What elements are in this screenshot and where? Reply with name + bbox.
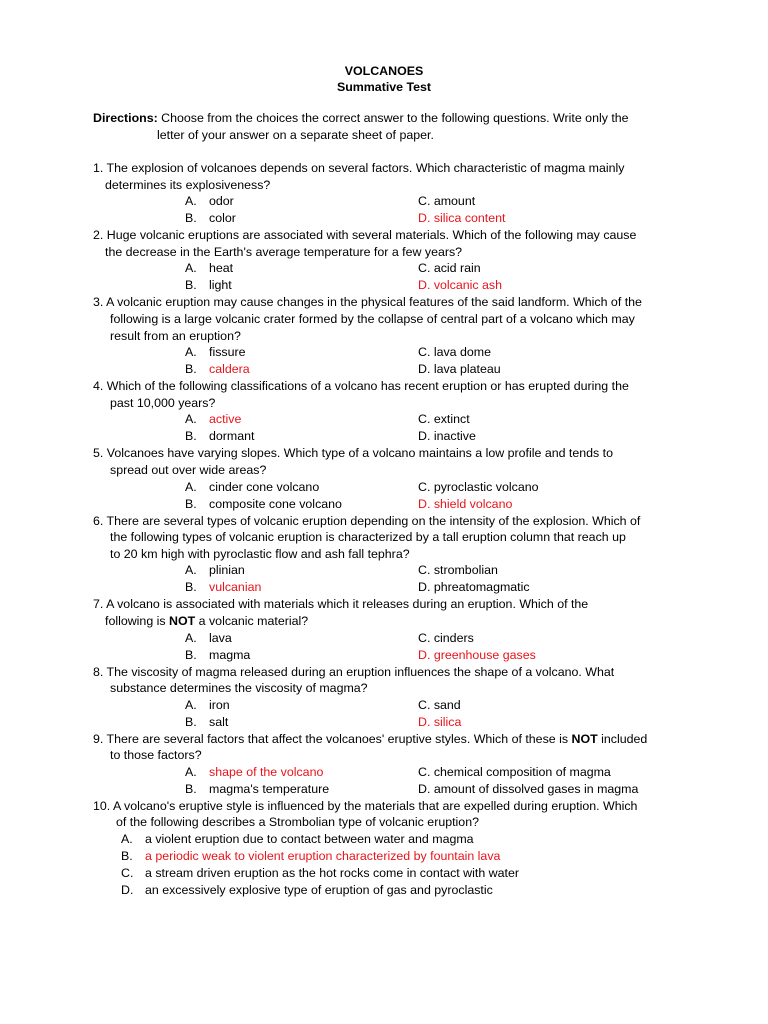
choice-c: C. chemical composition of magma — [418, 764, 611, 779]
choice-d-answer: D. silica content — [418, 211, 506, 226]
directions — [93, 110, 693, 143]
choice-c: C. a stream driven eruption as the hot rocks come in contact with water — [121, 866, 519, 881]
question-2 — [93, 227, 713, 294]
choices — [93, 260, 713, 294]
choices — [93, 831, 713, 899]
choices — [93, 697, 713, 731]
choice-a: A. iron — [185, 697, 230, 712]
choice-c: C. sand — [418, 697, 461, 712]
question-5 — [93, 445, 713, 512]
question-7 — [93, 596, 713, 663]
choices — [93, 562, 713, 596]
choice-c: C. cinders — [418, 630, 474, 645]
question-1 — [93, 160, 713, 227]
directions-text-1: Choose from the choices the correct answer to the following questions. Write only the — [157, 111, 629, 125]
choice-c: C. strombolian — [418, 563, 498, 578]
question-10 — [93, 798, 713, 899]
choice-d: D. amount of dissolved gases in magma — [418, 781, 639, 796]
choice-d-answer: D. silica — [418, 714, 462, 729]
document-header — [0, 63, 768, 95]
choice-b-answer: B. vulcanian — [185, 580, 262, 595]
choice-c: C. extinct — [418, 412, 470, 427]
choice-d: D. an excessively explosive type of eruption of gas and pyroclastic — [121, 883, 493, 898]
question-6 — [93, 513, 713, 597]
directions-text-2: letter of your answer on a separate sheet of paper. — [157, 127, 434, 142]
choices — [93, 479, 713, 513]
question-stem: 4. Which of the following classifications of a volcano has recent eruption or has erupted during the past 10,000 years? — [93, 379, 629, 410]
choice-d: D. inactive — [418, 429, 476, 444]
choice-c: C. pyroclastic volcano — [418, 479, 539, 494]
choices — [93, 764, 713, 798]
choice-b-answer: B. a periodic weak to violent eruption characterized by fountain lava — [121, 849, 501, 864]
choice-a: A. a violent eruption due to contact between water and magma — [121, 832, 474, 847]
question-8 — [93, 664, 713, 731]
choice-b: B. light — [185, 278, 232, 293]
choices — [93, 411, 713, 445]
question-stem: 10. A volcano's eruptive style is influenced by the materials that are expelled during eruption. Which of the following describes a Strombolian type of volcanic eruption? — [93, 798, 638, 830]
choice-d-answer: D. shield volcano — [418, 496, 513, 511]
question-stem: 5. Volcanoes have varying slopes. Which type of a volcano maintains a low profile and tends to spread out over wide areas? — [93, 446, 614, 477]
choice-b: B. color — [185, 211, 236, 226]
directions-label: Directions: — [93, 111, 158, 125]
choice-a: A. lava — [185, 630, 232, 645]
choice-b: B. magma — [185, 647, 251, 662]
question-3 — [93, 294, 713, 378]
choice-d: D. phreatomagmatic — [418, 580, 530, 595]
choices — [93, 630, 713, 664]
choices — [93, 344, 713, 378]
choice-a-answer: A. shape of the volcano — [185, 764, 324, 779]
choice-b: B. magma's temperature — [185, 781, 330, 796]
document-title: VOLCANOES — [344, 64, 424, 78]
question-stem: 6. There are several types of volcanic eruption depending on the intensity of the explosion. Which of the following types of volcanic eruption is characterized by a tall eruption column that reach up to 20 km high with pyroclastic flow and ash fall tephra? — [93, 513, 641, 561]
question-stem: 2. Huge volcanic eruptions are associated with several materials. Which of the following may cause the decrease in the Earth's average temperature for a few years? — [93, 228, 637, 259]
choice-a: A. fissure — [185, 345, 246, 360]
choice-b: B. composite cone volcano — [185, 496, 342, 511]
question-stem: 3. A volcanic eruption may cause changes in the physical features of the said landform. Which of the following is a large volcanic crater formed by the collapse of central part of a volcano which may result from an eruption? — [93, 295, 642, 343]
choices — [93, 193, 713, 227]
choice-a: A. cinder cone volcano — [185, 479, 320, 494]
choice-a-answer: A. active — [185, 412, 242, 427]
choice-d-answer: D. volcanic ash — [418, 278, 503, 293]
question-9 — [93, 731, 713, 798]
choice-c: C. amount — [418, 194, 476, 209]
question-stem: 8. The viscosity of magma released during an eruption influences the shape of a volcano. What substance determines the viscosity of magma? — [93, 664, 615, 696]
choice-a: A. heat — [185, 261, 234, 276]
choice-c: C. lava dome — [418, 345, 492, 360]
document-subtitle: Summative Test — [336, 80, 432, 94]
question-stem: 9. There are several factors that affect the volcanoes' eruptive styles. Which of these is NOT included to those factors? — [93, 731, 648, 763]
choice-d: D. lava plateau — [418, 362, 501, 377]
question-4 — [93, 378, 713, 445]
question-list — [93, 160, 713, 899]
choice-a: A. plinian — [185, 563, 245, 578]
choice-b-answer: B. caldera — [185, 362, 250, 377]
choice-a: A. odor — [185, 194, 234, 209]
choice-d-answer: D. greenhouse gases — [418, 647, 536, 662]
question-stem: 7. A volcano is associated with materials which it releases during an eruption. Which of the following is NOT a volcanic material? — [93, 597, 589, 628]
choice-c: C. acid rain — [418, 261, 481, 276]
choice-b: B. dormant — [185, 429, 255, 444]
choice-b: B. salt — [185, 714, 229, 729]
question-stem: 1. The explosion of volcanoes depends on several factors. Which characteristic of magma mainly determines its explosiveness? — [93, 161, 625, 192]
